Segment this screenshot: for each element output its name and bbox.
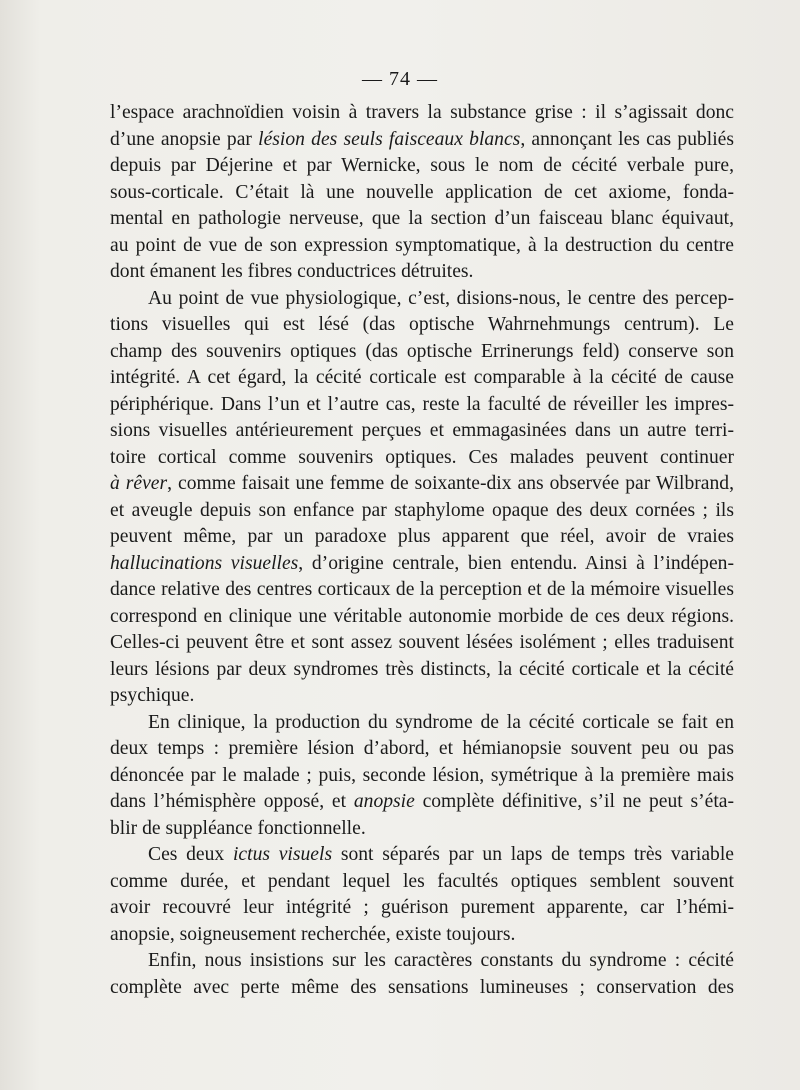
text-line: dance relative des centres corticaux de la perception et de la mémoire visuelles: [110, 579, 734, 600]
text-line: complète avec perte même des sensations lumineuses ; conservation des: [110, 976, 734, 998]
text-line: Au point de vue physiologique, c’est, disions-nous, le centre des percep-: [148, 287, 734, 309]
text-segment: dans l’hémisphère opposé, et: [110, 791, 354, 812]
body-text: [110, 100, 734, 1001]
text-line: intégrité. A cet égard, la cécité corticale est comparable à la cécité de cause: [110, 367, 734, 388]
text-line: [110, 551, 734, 578]
text-segment: complète définitive, s’il ne peut s’éta-: [414, 791, 734, 812]
text-segment: sont séparés par un laps de temps très variable: [332, 844, 734, 865]
text-line: tions visuelles qui est lésé (das optische Wahrnehmungs centrum). Le: [110, 314, 734, 335]
text-line: psychique.: [110, 685, 195, 706]
italic-term: ictus visuels: [232, 844, 333, 865]
text-line: toire cortical comme souvenirs optiques. Ces malades peuvent continuer: [110, 446, 734, 468]
text-line: [110, 789, 734, 816]
italic-term: à rêver: [110, 473, 168, 494]
text-line: [110, 842, 734, 869]
text-line: champ des souvenirs optiques (das optische Errinerungs feld) conserve son: [110, 340, 734, 362]
text-line: et aveugle depuis son enfance par staphylome opaque des deux cornées ; ils: [110, 499, 734, 521]
text-line: blir de suppléance fonctionnelle.: [110, 817, 366, 839]
text-line: Enfin, nous insistions sur les caractères constants du syndrome : cécité: [148, 950, 734, 971]
text-line: comme durée, et pendant lequel les facultés optiques semblent souvent: [110, 870, 734, 892]
text-segment: , annonçant les cas publiés: [520, 128, 734, 150]
text-segment: d’une anopsie par: [110, 128, 259, 150]
text-line: peuvent même, par un paradoxe plus apparent que réel, avoir de vraies: [110, 526, 734, 547]
text-segment: Ces deux: [148, 844, 233, 865]
text-line: sous-corticale. C’était là une nouvelle application de cet axiome, fonda-: [110, 181, 734, 203]
text-segment: , d’origine centrale, bien entendu. Ainsi à l’indépen-: [298, 552, 734, 574]
text-line: sions visuelles antérieurement perçues et emmagasinées dans un autre terri-: [110, 420, 734, 441]
text-line: Celles-ci peuvent être et sont assez souvent lésées isolément ; elles traduisent: [110, 632, 734, 653]
text-line: au point de vue de son expression symptomatique, à la destruction du centre: [110, 234, 734, 256]
text-line: depuis par Déjerine et par Wernicke, sous le nom de cécité verbale pure,: [110, 155, 734, 176]
text-line: En clinique, la production du syndrome de la cécité corticale se fait en: [148, 711, 734, 733]
text-line: mental en pathologie nerveuse, que la section d’un faisceau blanc équivaut,: [110, 208, 734, 229]
text-line: l’espace arachnoïdien voisin à travers la substance grise : il s’agissait donc: [110, 102, 734, 123]
text-line: dénoncée par le malade ; puis, seconde lésion, symétrique à la première mais: [110, 764, 734, 786]
page-number: — 74 —: [362, 68, 438, 90]
italic-term: lésion des seuls faisceaux blancs: [258, 128, 521, 150]
text-line: périphérique. Dans l’un et l’autre cas, reste la faculté de réveiller les impres-: [110, 393, 734, 415]
text-line: dont émanent les fibres conductrices détruites.: [110, 261, 474, 282]
text-segment: , comme faisait une femme de soixante-dix ans observée par Wilbrand,: [167, 473, 734, 494]
text-line: [110, 471, 734, 498]
text-line: deux temps : première lésion d’abord, et hémianopsie souvent peu ou pas: [110, 738, 734, 759]
text-line: leurs lésions par deux syndromes très distincts, la cécité corticale et la cécité: [110, 658, 734, 680]
italic-term: hallucinations visuelles: [110, 552, 299, 574]
text-line: correspond en clinique une véritable autonomie morbide de ces deux régions.: [110, 605, 734, 627]
text-line: avoir recouvré leur intégrité ; guérison purement apparente, car l’hémi-: [110, 897, 734, 918]
italic-term: anopsie: [353, 791, 415, 812]
text-line: anopsie, soigneusement recherchée, existe toujours.: [110, 923, 516, 945]
text-line: [110, 127, 734, 154]
